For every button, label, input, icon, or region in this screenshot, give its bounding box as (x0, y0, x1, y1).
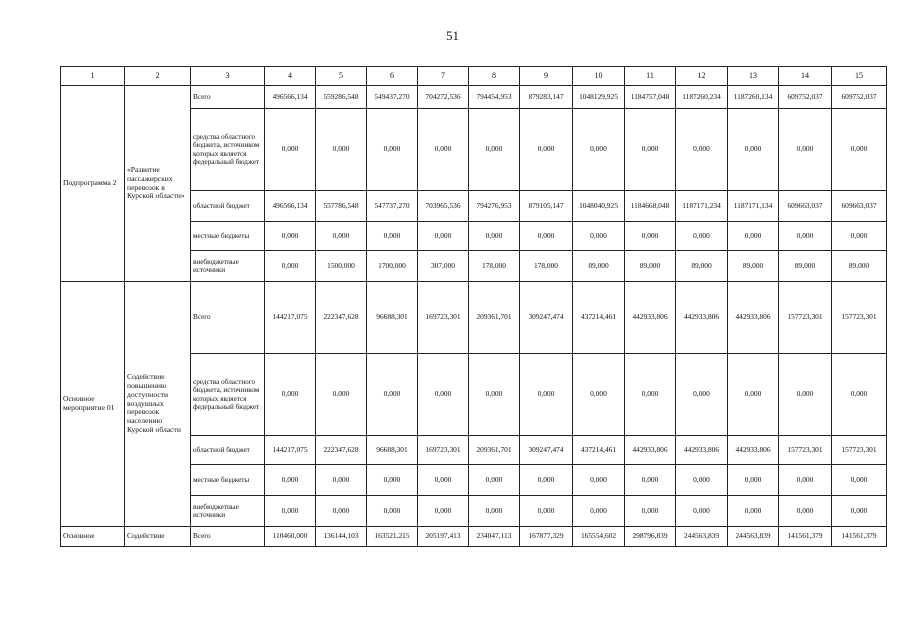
header-row (61, 67, 887, 86)
amount-cell: 609752,037 (832, 86, 887, 109)
program-title-cell: «Развитие пассажирских перевозок в Курской области» (125, 86, 191, 282)
amount-cell: 609663,037 (832, 191, 887, 222)
amount-cell: 0,000 (469, 109, 520, 191)
amount-cell: 0,000 (832, 496, 887, 527)
amount-cell: 0,000 (418, 496, 469, 527)
amount-cell: 222347,628 (316, 436, 367, 465)
amount-cell: 0,000 (469, 354, 520, 436)
amount-cell: 244563,839 (728, 527, 779, 547)
funding-source-cell: местные бюджеты (191, 222, 265, 251)
amount-cell: 0,000 (316, 465, 367, 496)
amount-cell: 0,000 (265, 496, 316, 527)
amount-cell: 794276,953 (469, 191, 520, 222)
amount-cell: 309247,474 (520, 282, 573, 354)
amount-cell: 0,000 (367, 222, 418, 251)
amount-cell: 178,000 (469, 251, 520, 282)
amount-cell: 0,000 (367, 465, 418, 496)
amount-cell: 96688,301 (367, 436, 418, 465)
amount-cell: 89,000 (573, 251, 625, 282)
amount-cell: 442933,806 (728, 282, 779, 354)
funding-source-cell: средства областного бюджета, источником которых является федеральный бюджет (191, 354, 265, 436)
funding-source-cell: внебюджетные источники (191, 251, 265, 282)
amount-cell: 0,000 (779, 496, 832, 527)
amount-cell: 0,000 (520, 496, 573, 527)
funding-source-cell: местные бюджеты (191, 465, 265, 496)
table-row (61, 86, 887, 109)
column-header: 15 (832, 67, 887, 86)
amount-cell: 0,000 (367, 109, 418, 191)
amount-cell: 0,000 (728, 354, 779, 436)
column-header: 5 (316, 67, 367, 86)
amount-cell: 0,000 (316, 496, 367, 527)
amount-cell: 437214,461 (573, 282, 625, 354)
amount-cell: 1184757,048 (625, 86, 676, 109)
amount-cell: 442933,806 (625, 282, 676, 354)
amount-cell: 442933,806 (676, 436, 728, 465)
amount-cell: 549437,270 (367, 86, 418, 109)
amount-cell: 609752,037 (779, 86, 832, 109)
amount-cell: 0,000 (573, 354, 625, 436)
amount-cell: 879283,147 (520, 86, 573, 109)
amount-cell: 0,000 (728, 222, 779, 251)
amount-cell: 309247,474 (520, 436, 573, 465)
amount-cell: 0,000 (265, 465, 316, 496)
amount-cell: 0,000 (367, 496, 418, 527)
amount-cell: 0,000 (418, 465, 469, 496)
column-header: 4 (265, 67, 316, 86)
amount-cell: 89,000 (728, 251, 779, 282)
amount-cell: 0,000 (728, 496, 779, 527)
amount-cell: 244563,839 (676, 527, 728, 547)
amount-cell: 547737,270 (367, 191, 418, 222)
amount-cell: 0,000 (676, 109, 728, 191)
table-body (61, 86, 887, 547)
program-name-cell: Подпрограмма 2 (61, 86, 125, 282)
column-header: 1 (61, 67, 125, 86)
amount-cell: 704272,536 (418, 86, 469, 109)
amount-cell: 0,000 (265, 354, 316, 436)
amount-cell: 0,000 (573, 109, 625, 191)
amount-cell: 1187260,134 (728, 86, 779, 109)
amount-cell: 157723,301 (832, 282, 887, 354)
amount-cell: 0,000 (676, 496, 728, 527)
amount-cell: 209361,701 (469, 436, 520, 465)
amount-cell: 0,000 (728, 109, 779, 191)
amount-cell: 298796,839 (625, 527, 676, 547)
amount-cell: 0,000 (676, 465, 728, 496)
amount-cell: 1048129,925 (573, 86, 625, 109)
budget-table (60, 66, 887, 547)
amount-cell: 609663,037 (779, 191, 832, 222)
amount-cell: 1187171,234 (676, 191, 728, 222)
amount-cell: 0,000 (779, 354, 832, 436)
amount-cell: 559286,548 (316, 86, 367, 109)
amount-cell: 0,000 (520, 354, 573, 436)
column-header: 13 (728, 67, 779, 86)
amount-cell: 0,000 (779, 222, 832, 251)
funding-source-cell: Всего (191, 282, 265, 354)
amount-cell: 157723,301 (832, 436, 887, 465)
amount-cell: 169723,301 (418, 436, 469, 465)
amount-cell: 141561,379 (832, 527, 887, 547)
column-header: 7 (418, 67, 469, 86)
amount-cell: 89,000 (676, 251, 728, 282)
program-title-cell: Содействие (125, 527, 191, 547)
amount-cell: 0,000 (832, 109, 887, 191)
amount-cell: 0,000 (625, 465, 676, 496)
amount-cell: 144217,075 (265, 436, 316, 465)
amount-cell: 0,000 (573, 496, 625, 527)
amount-cell: 0,000 (520, 109, 573, 191)
amount-cell: 178,000 (520, 251, 573, 282)
amount-cell: 89,000 (832, 251, 887, 282)
amount-cell: 437214,461 (573, 436, 625, 465)
amount-cell: 0,000 (418, 222, 469, 251)
funding-source-cell: внебюджетные источники (191, 496, 265, 527)
amount-cell: 0,000 (573, 222, 625, 251)
amount-cell: 0,000 (469, 496, 520, 527)
amount-cell: 0,000 (316, 222, 367, 251)
amount-cell: 1187260,234 (676, 86, 728, 109)
amount-cell: 0,000 (367, 354, 418, 436)
amount-cell: 0,000 (573, 465, 625, 496)
amount-cell: 165554,602 (573, 527, 625, 547)
column-header: 14 (779, 67, 832, 86)
amount-cell: 0,000 (418, 109, 469, 191)
amount-cell: 234047,113 (469, 527, 520, 547)
amount-cell: 0,000 (728, 465, 779, 496)
amount-cell: 0,000 (265, 109, 316, 191)
amount-cell: 557786,548 (316, 191, 367, 222)
amount-cell: 157723,301 (779, 436, 832, 465)
funding-source-cell: Всего (191, 86, 265, 109)
column-header: 12 (676, 67, 728, 86)
amount-cell: 110460,000 (265, 527, 316, 547)
column-header: 8 (469, 67, 520, 86)
amount-cell: 0,000 (418, 354, 469, 436)
amount-cell: 0,000 (625, 354, 676, 436)
amount-cell: 1500,000 (316, 251, 367, 282)
column-header: 2 (125, 67, 191, 86)
amount-cell: 1184668,048 (625, 191, 676, 222)
amount-cell: 879105,147 (520, 191, 573, 222)
funding-source-cell: Всего (191, 527, 265, 547)
funding-source-cell: областной бюджет (191, 436, 265, 465)
amount-cell: 496566,134 (265, 191, 316, 222)
program-name-cell: Основное мероприятие 01 (61, 282, 125, 527)
amount-cell: 0,000 (625, 109, 676, 191)
amount-cell: 0,000 (316, 109, 367, 191)
amount-cell: 0,000 (469, 222, 520, 251)
amount-cell: 1048040,925 (573, 191, 625, 222)
column-header: 9 (520, 67, 573, 86)
amount-cell: 794454,953 (469, 86, 520, 109)
amount-cell: 0,000 (316, 354, 367, 436)
amount-cell: 144217,075 (265, 282, 316, 354)
funding-source-cell: средства областного бюджета, источником которых является федеральный бюджет (191, 109, 265, 191)
amount-cell: 1700,000 (367, 251, 418, 282)
amount-cell: 0,000 (832, 465, 887, 496)
amount-cell: 307,000 (418, 251, 469, 282)
amount-cell: 0,000 (779, 465, 832, 496)
amount-cell: 157723,301 (779, 282, 832, 354)
amount-cell: 0,000 (625, 222, 676, 251)
amount-cell: 169723,301 (418, 282, 469, 354)
amount-cell: 0,000 (469, 465, 520, 496)
amount-cell: 0,000 (832, 222, 887, 251)
amount-cell: 89,000 (779, 251, 832, 282)
amount-cell: 0,000 (779, 109, 832, 191)
page-number: 51 (446, 28, 459, 43)
table-row (61, 527, 887, 547)
amount-cell: 442933,806 (676, 282, 728, 354)
amount-cell: 163521,215 (367, 527, 418, 547)
amount-cell: 0,000 (265, 251, 316, 282)
table-row (61, 282, 887, 354)
amount-cell: 89,000 (625, 251, 676, 282)
amount-cell: 0,000 (520, 465, 573, 496)
column-header: 10 (573, 67, 625, 86)
amount-cell: 209361,701 (469, 282, 520, 354)
amount-cell: 96688,301 (367, 282, 418, 354)
amount-cell: 0,000 (520, 222, 573, 251)
amount-cell: 0,000 (676, 354, 728, 436)
table-header (61, 67, 887, 86)
amount-cell: 141561,379 (779, 527, 832, 547)
amount-cell: 442933,806 (728, 436, 779, 465)
amount-cell: 442933,806 (625, 436, 676, 465)
program-title-cell: Содействие повышению доступности воздушных перевозок населению Курской области (125, 282, 191, 527)
column-header: 6 (367, 67, 418, 86)
funding-source-cell: областной бюджет (191, 191, 265, 222)
amount-cell: 0,000 (265, 222, 316, 251)
amount-cell: 0,000 (625, 496, 676, 527)
amount-cell: 0,000 (832, 354, 887, 436)
amount-cell: 1187171,134 (728, 191, 779, 222)
amount-cell: 167877,329 (520, 527, 573, 547)
amount-cell: 136144,103 (316, 527, 367, 547)
amount-cell: 496566,134 (265, 86, 316, 109)
program-name-cell: Основное (61, 527, 125, 547)
amount-cell: 205197,413 (418, 527, 469, 547)
column-header: 3 (191, 67, 265, 86)
amount-cell: 222347,628 (316, 282, 367, 354)
amount-cell: 703965,536 (418, 191, 469, 222)
amount-cell: 0,000 (676, 222, 728, 251)
column-header: 11 (625, 67, 676, 86)
